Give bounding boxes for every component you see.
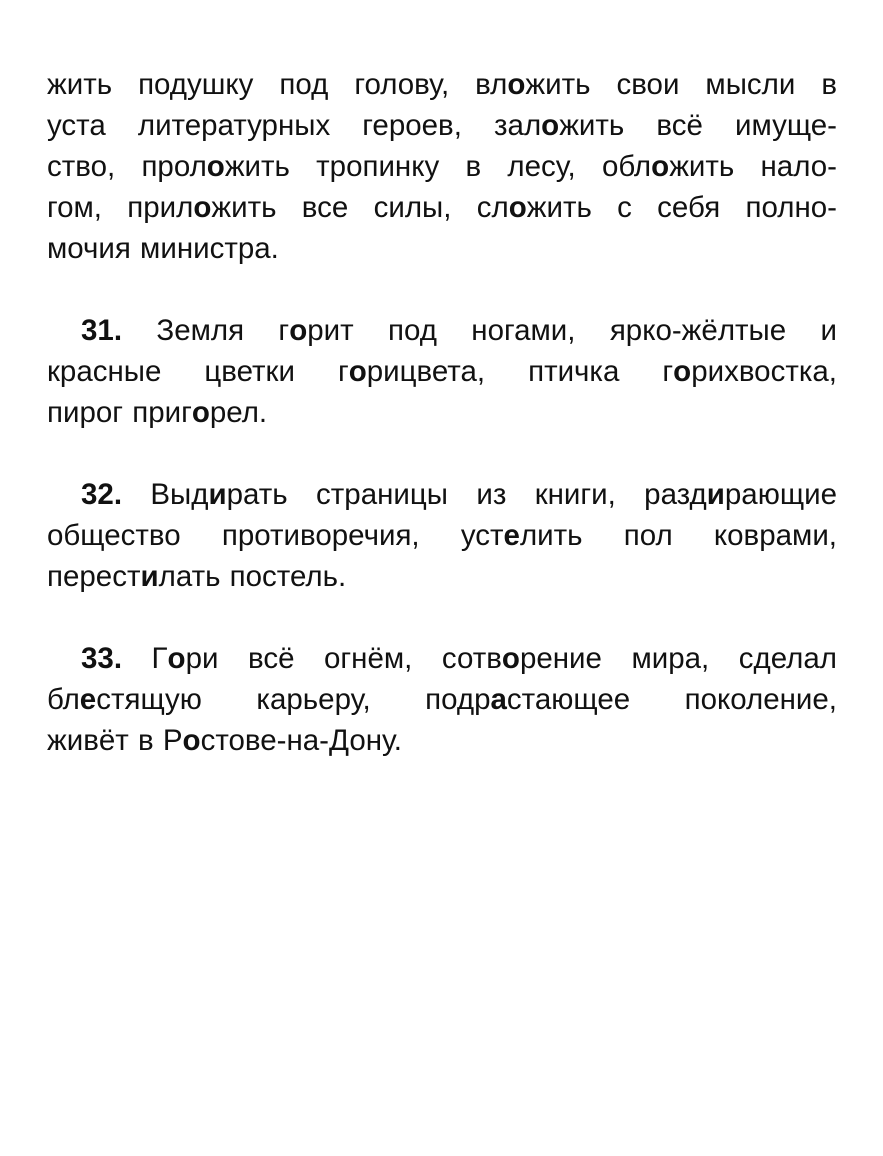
highlighted-vowel: о xyxy=(206,150,225,183)
text-segment: рит под ногами, ярко-жёлтые и xyxy=(307,314,837,347)
text-line xyxy=(47,146,837,187)
text-line xyxy=(47,474,837,515)
highlighted-vowel: о xyxy=(193,191,212,224)
highlighted-vowel: о xyxy=(508,191,527,224)
paragraph-32 xyxy=(47,474,837,597)
text-segment: рел. xyxy=(209,396,268,429)
text-segment: стящую карьеру, подр xyxy=(96,683,491,716)
text-segment: общество противоречия, уст xyxy=(47,519,504,552)
document-page xyxy=(47,64,837,761)
paragraph-33 xyxy=(47,638,837,761)
text-segment: Г xyxy=(122,642,168,675)
highlighted-vowel: о xyxy=(191,396,210,429)
exercise-number: 33. xyxy=(81,642,123,675)
highlighted-vowel: о xyxy=(167,642,186,675)
highlighted-vowel: о xyxy=(651,150,670,183)
highlighted-vowel: е xyxy=(503,519,520,552)
highlighted-vowel: е xyxy=(79,683,97,716)
highlighted-vowel: и xyxy=(208,478,227,511)
highlighted-vowel: о xyxy=(673,355,692,388)
text-segment: рение мира, сделал xyxy=(519,642,838,675)
text-segment: перест xyxy=(47,560,141,593)
text-segment: уста литературных героев, зал xyxy=(47,109,542,142)
highlighted-vowel: а xyxy=(490,683,507,716)
text-line xyxy=(47,64,837,105)
text-line xyxy=(47,187,837,228)
text-segment: живёт в Р xyxy=(47,724,183,757)
exercise-number: 31. xyxy=(81,314,123,347)
text-segment: жить с себя полно- xyxy=(526,191,837,224)
highlighted-vowel: о xyxy=(507,68,526,101)
text-segment: красные цветки г xyxy=(47,355,349,388)
highlighted-vowel: и xyxy=(140,560,159,593)
text-line xyxy=(47,679,837,720)
text-line xyxy=(47,310,837,351)
text-segment: Земля г xyxy=(122,314,290,347)
text-segment: гом, прил xyxy=(47,191,194,224)
text-segment: жить все силы, сл xyxy=(211,191,509,224)
text-segment: ри всё огнём, сотв xyxy=(185,642,502,675)
text-segment: Выд xyxy=(122,478,209,511)
text-line xyxy=(47,638,837,679)
text-line xyxy=(47,228,837,269)
text-segment: жить тропинку в лесу, обл xyxy=(224,150,652,183)
text-line xyxy=(47,392,837,433)
exercise-number: 32. xyxy=(81,478,123,511)
highlighted-vowel: о xyxy=(289,314,308,347)
text-segment: рать страницы из книги, разд xyxy=(226,478,707,511)
text-segment: жить нало- xyxy=(669,150,837,183)
text-segment: пирог приг xyxy=(47,396,192,429)
text-segment: рихвостка, xyxy=(691,355,837,388)
text-line xyxy=(47,720,837,761)
text-segment: мочия министра. xyxy=(47,232,279,265)
text-segment: жить свои мысли в xyxy=(525,68,837,101)
paragraph-continuation xyxy=(47,64,837,269)
text-line xyxy=(47,556,837,597)
highlighted-vowel: о xyxy=(501,642,520,675)
text-line xyxy=(47,515,837,556)
text-line xyxy=(47,351,837,392)
text-segment: бл xyxy=(47,683,80,716)
text-segment: рицвета, птичка г xyxy=(366,355,674,388)
highlighted-vowel: и xyxy=(706,478,725,511)
paragraph-31 xyxy=(47,310,837,433)
highlighted-vowel: о xyxy=(348,355,367,388)
text-segment: жить всё имуще- xyxy=(559,109,838,142)
text-segment: жить подушку под голову, вл xyxy=(47,68,508,101)
text-segment: рающие xyxy=(724,478,837,511)
text-segment: ство, прол xyxy=(47,150,207,183)
text-segment: стове-на-Дону. xyxy=(200,724,403,757)
text-segment: лать постель. xyxy=(158,560,347,593)
highlighted-vowel: о xyxy=(182,724,201,757)
text-segment: стающее поколение, xyxy=(506,683,838,716)
text-line xyxy=(47,105,837,146)
text-segment: лить пол коврами, xyxy=(519,519,837,552)
highlighted-vowel: о xyxy=(541,109,560,142)
